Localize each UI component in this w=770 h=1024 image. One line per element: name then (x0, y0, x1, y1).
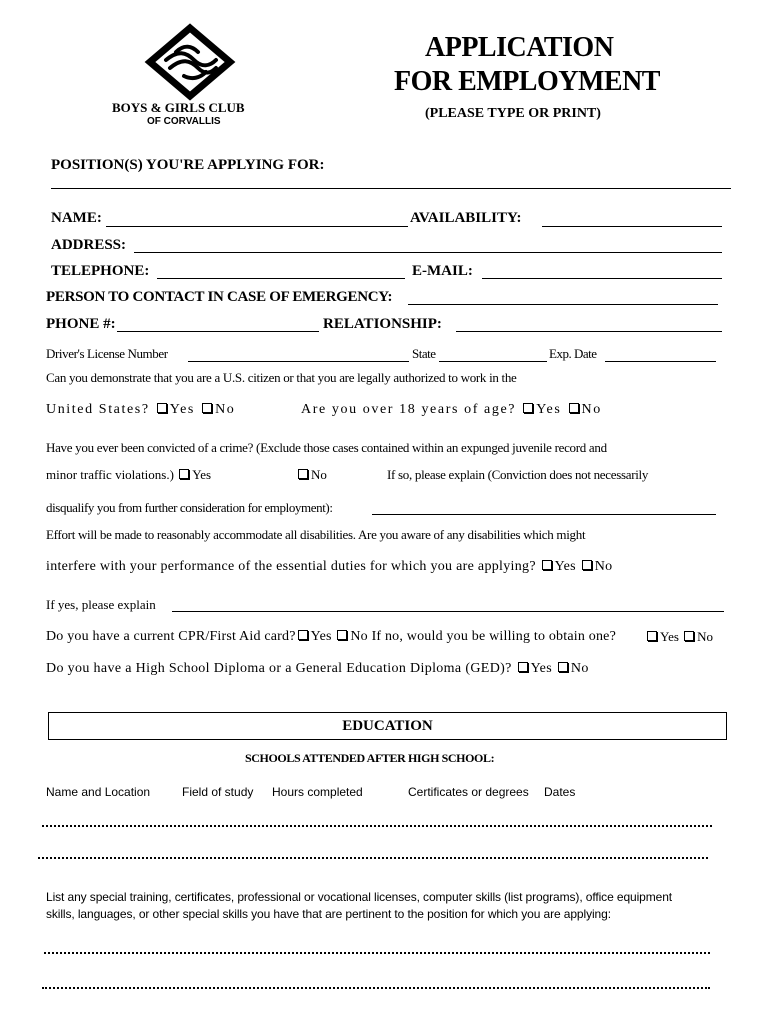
citizen-no-label: No (215, 402, 236, 417)
phone-line[interactable] (117, 331, 319, 332)
citizen-question-cont (46, 402, 235, 418)
crime-q2-text: minor traffic violations.) (46, 467, 174, 482)
cpr-obtain-text: If no, would you be willing to obtain one? (371, 629, 616, 644)
education-entry-line-1[interactable] (42, 825, 712, 827)
cpr-obtain-no-label: No (697, 629, 714, 644)
disab-q2-text: interfere with your performance of the essential duties for which you are applying? (46, 559, 536, 574)
col-hours-completed: Hours completed (272, 785, 363, 799)
crime-no-label: No (311, 467, 327, 482)
crime-explain-line[interactable] (372, 514, 716, 515)
diploma-q-text: Do you have a High School Diploma or a General Education Diploma (GED)? (46, 661, 512, 676)
education-entry-line-2[interactable] (38, 857, 708, 859)
diploma-yes-label: Yes (530, 661, 553, 676)
special-skills-line-2[interactable] (42, 987, 710, 989)
availability-label: AVAILABILITY: (410, 210, 522, 226)
crime-no-checkbox[interactable] (298, 469, 308, 479)
special-skills-text-2: skills, languages, or other special skills you have that are pertinent to the position for which you are applying: (46, 907, 611, 921)
cpr-obtain-yes-label: Yes (660, 629, 679, 644)
cpr-obtain-no-checkbox[interactable] (684, 631, 694, 641)
crime-question-end: disqualify you from further consideration for employment): (46, 500, 333, 515)
positions-label: POSITION(S) YOU'RE APPLYING FOR: (51, 157, 325, 173)
schools-subtitle: SCHOOLS ATTENDED AFTER HIGH SCHOOL: (245, 751, 495, 765)
crime-question-cont (46, 467, 211, 483)
disability-yes-checkbox[interactable] (542, 560, 552, 570)
telephone-line[interactable] (157, 278, 405, 279)
cpr-question (46, 629, 616, 645)
age-no-checkbox[interactable] (569, 403, 579, 413)
name-line[interactable] (106, 226, 408, 227)
age-yes-label: Yes (536, 402, 562, 417)
availability-line[interactable] (542, 226, 722, 227)
crime-question: Have you ever been convicted of a crime? (Exclude those cases contained within an expunged juvenile record and (46, 440, 607, 455)
emergency-label: PERSON TO CONTACT IN CASE OF EMERGENCY: (46, 289, 393, 305)
disability-yes-label: Yes (554, 559, 576, 574)
org-name: BOYS & GIRLS CLUB (112, 100, 245, 115)
crime-explain-text: If so, please explain (Conviction does not necessarily (387, 467, 649, 482)
cpr-yes-checkbox[interactable] (298, 630, 308, 640)
citizen-yes-label: Yes (169, 402, 195, 417)
diploma-question (46, 661, 589, 677)
exp-date-label: Exp. Date (549, 346, 597, 361)
relationship-label: RELATIONSHIP: (323, 316, 442, 332)
email-line[interactable] (482, 278, 722, 279)
cpr-yes-label: Yes (310, 629, 332, 644)
special-skills-text-1: List any special training, certificates, professional or vocational licenses, computer skills (list programs), office equipment (46, 890, 673, 904)
citizen-q2-text: United States? (46, 402, 150, 417)
col-dates: Dates (544, 785, 576, 799)
disability-no-label: No (594, 559, 613, 574)
name-label: NAME: (51, 210, 102, 226)
cpr-obtain-options (645, 629, 713, 645)
telephone-label: TELEPHONE: (51, 263, 150, 279)
address-line[interactable] (134, 252, 722, 253)
crime-yes-checkbox[interactable] (179, 469, 189, 479)
exp-date-line[interactable] (605, 361, 716, 362)
age-q-text: Are you over 18 years of age? (301, 402, 517, 417)
relationship-line[interactable] (456, 331, 722, 332)
address-label: ADDRESS: (51, 237, 127, 253)
page-title-line2: FOR EMPLOYMENT (394, 66, 660, 97)
positions-line[interactable] (51, 188, 731, 189)
col-certificates: Certificates or degrees (408, 785, 529, 799)
age-question (301, 402, 602, 418)
diploma-no-label: No (570, 661, 589, 676)
emergency-line[interactable] (408, 304, 718, 305)
col-name-location: Name and Location (46, 785, 151, 799)
diploma-yes-checkbox[interactable] (518, 662, 528, 672)
org-location: OF CORVALLIS (147, 116, 221, 127)
cpr-obtain-yes-checkbox[interactable] (647, 631, 657, 641)
state-label: State (412, 346, 436, 361)
phone-label: PHONE #: (46, 316, 116, 332)
email-label: E-MAIL: (412, 263, 473, 279)
page-title-line1: APPLICATION (425, 32, 614, 63)
disability-question-cont (46, 559, 612, 575)
if-yes-label: If yes, please explain (46, 597, 156, 612)
special-skills-line-1[interactable] (44, 952, 710, 954)
citizen-question: Can you demonstrate that you are a U.S. citizen or that you are legally authorized to work in the (46, 370, 517, 385)
citizen-no-checkbox[interactable] (202, 403, 212, 413)
cpr-no-label: No (350, 629, 368, 644)
license-line[interactable] (188, 361, 409, 362)
age-yes-checkbox[interactable] (523, 403, 533, 413)
club-logo (140, 22, 240, 102)
license-label: Driver's License Number (46, 346, 168, 361)
education-title: EDUCATION (342, 718, 433, 734)
crime-yes-label: Yes (192, 467, 212, 482)
cpr-q-text: Do you have a current CPR/First Aid card? (46, 629, 296, 644)
education-header-box (48, 712, 727, 740)
if-yes-line[interactable] (172, 611, 724, 612)
state-line[interactable] (439, 361, 547, 362)
disability-question: Effort will be made to reasonably accommodate all disabilities. Are you aware of any disabilities which might (46, 527, 586, 542)
cpr-no-checkbox[interactable] (337, 630, 347, 640)
diploma-no-checkbox[interactable] (558, 662, 568, 672)
disability-no-checkbox[interactable] (582, 560, 592, 570)
age-no-label: No (581, 402, 602, 417)
page-subtitle: (PLEASE TYPE OR PRINT) (425, 106, 601, 121)
crime-no (296, 467, 327, 483)
col-field-of-study: Field of study (182, 785, 254, 799)
citizen-yes-checkbox[interactable] (157, 403, 167, 413)
